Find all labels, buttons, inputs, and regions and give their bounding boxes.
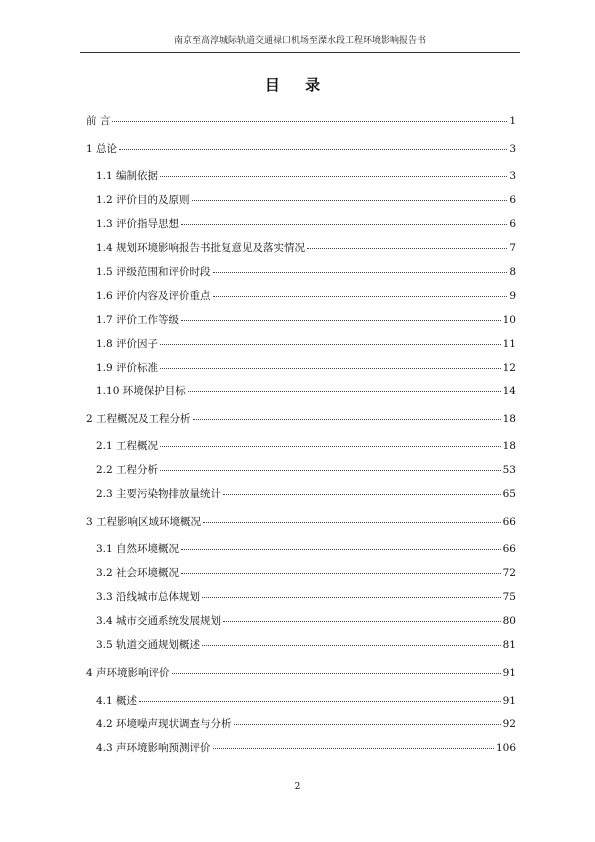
toc-dot-leader — [213, 286, 508, 297]
toc-dot-leader — [181, 563, 501, 574]
toc-entry-page: 3 — [509, 143, 516, 155]
toc-entry — [96, 541, 516, 556]
toc-entry-label: 2 工程概况及工程分析 — [86, 413, 191, 425]
toc-entry-page: 75 — [502, 591, 516, 603]
toc-entry-page: 91 — [502, 667, 516, 679]
page-title: 目 录 — [264, 76, 331, 94]
toc-entry-label: 1.6 评价内容及评价重点 — [96, 290, 211, 302]
toc-dot-leader — [160, 460, 501, 471]
toc-dot-leader — [160, 166, 507, 177]
toc-dot-leader — [307, 238, 507, 249]
toc-entry-page: 7 — [509, 242, 516, 254]
toc-dot-leader — [160, 436, 501, 447]
toc-entry — [96, 360, 516, 375]
toc-entry — [96, 716, 516, 731]
toc-entry-label: 1.4 规划环境影响报告书批复意见及落实情况 — [96, 242, 306, 254]
toc-entry — [96, 240, 516, 255]
toc-entry-label: 2.1 工程概况 — [96, 440, 159, 452]
toc-entry-label: 3.2 社会环境概况 — [96, 567, 180, 579]
toc-entry-label: 2.2 工程分析 — [96, 464, 159, 476]
toc-entry-label: 3.1 自然环境概况 — [96, 543, 180, 555]
toc-entry — [96, 613, 516, 628]
toc-dot-leader — [213, 262, 508, 273]
toc-entry-page: 12 — [502, 362, 516, 374]
toc-entry-label: 4.3 声环境影响预测评价 — [96, 742, 211, 754]
toc-entry — [86, 665, 516, 680]
toc-entry — [96, 486, 516, 501]
toc-entry-label: 4.1 概述 — [96, 695, 138, 707]
toc-dot-leader — [202, 587, 501, 598]
page-number: 2 — [294, 782, 301, 792]
toc-dot-leader — [172, 663, 501, 674]
toc-entry — [96, 438, 516, 453]
toc-entry-page: 66 — [502, 516, 516, 528]
toc-entry-page: 10 — [502, 314, 516, 326]
toc-dot-leader — [193, 409, 501, 420]
toc-entry-label: 4.2 环境噪声现状调查与分析 — [96, 718, 232, 730]
toc-entry-label: 1 总论 — [86, 143, 118, 155]
toc-entry-label: 1.8 评价因子 — [96, 338, 159, 350]
toc-entry — [96, 216, 516, 231]
toc-dot-leader — [181, 539, 501, 550]
toc-entry — [96, 589, 516, 604]
toc-entry-page: 18 — [502, 440, 516, 452]
toc-dot-leader — [202, 635, 501, 646]
toc-entry — [96, 264, 516, 279]
toc-entry-label: 2.3 主要污染物排放量统计 — [96, 488, 222, 500]
toc-dot-leader — [203, 512, 501, 523]
toc-entry-page: 81 — [502, 639, 516, 651]
toc-entry — [96, 565, 516, 580]
toc-entry — [86, 141, 516, 156]
toc-entry-page: 3 — [509, 170, 516, 182]
toc-entry-page: 92 — [502, 718, 516, 730]
toc-entry-label: 1.1 编制依据 — [96, 170, 159, 182]
toc-entry-label: 4 声环境影响评价 — [86, 667, 170, 679]
toc-entry-label: 1.9 评价标准 — [96, 362, 159, 374]
toc-dot-leader — [181, 310, 501, 321]
toc-entry-page: 65 — [502, 488, 516, 500]
toc-dot-leader — [223, 484, 501, 495]
toc-entry-page: 6 — [509, 194, 516, 206]
toc-entry — [86, 113, 516, 128]
toc-dot-leader — [160, 334, 501, 345]
toc-entry-label: 1.3 评价指导思想 — [96, 218, 180, 230]
toc-entry — [96, 288, 516, 303]
running-header: 南京至高淳城际轨道交通禄口机场至溧水段工程环境影响报告书 — [173, 36, 426, 46]
toc-entry-label: 3.3 沿线城市总体规划 — [96, 591, 201, 603]
toc-entry — [86, 411, 516, 426]
toc-dot-leader — [181, 214, 507, 225]
toc-dot-leader — [213, 738, 494, 749]
toc-dot-leader — [223, 611, 501, 622]
toc-dot-leader — [119, 139, 507, 150]
toc-entry-page: 91 — [502, 695, 516, 707]
toc-dot-leader — [192, 190, 508, 201]
toc-entry — [86, 514, 516, 529]
toc-entry — [96, 383, 516, 398]
toc-entry-label: 1.5 评级范围和评价时段 — [96, 266, 211, 278]
toc-entry-page: 18 — [502, 413, 516, 425]
header-divider — [80, 52, 520, 53]
toc-dot-leader — [112, 111, 507, 122]
toc-dot-leader — [188, 381, 501, 392]
toc-entry-page: 14 — [502, 385, 516, 397]
toc-entry — [96, 192, 516, 207]
toc-entry-label: 1.2 评价目的及原则 — [96, 194, 190, 206]
toc-entry-page: 8 — [509, 266, 516, 278]
toc-entry-label: 1.10 环境保护目标 — [96, 385, 186, 397]
toc-entry-page: 1 — [509, 115, 516, 127]
toc-entry — [96, 693, 516, 708]
toc-entry — [96, 168, 516, 183]
toc-entry-label: 3.4 城市交通系统发展规划 — [96, 615, 222, 627]
toc-entry-page: 66 — [502, 543, 516, 555]
toc-dot-leader — [160, 358, 501, 369]
toc-entry — [96, 312, 516, 327]
toc-entry-label: 前 言 — [86, 115, 111, 127]
toc-entry — [96, 740, 516, 755]
toc-entry-label: 3 工程影响区域环境概况 — [86, 516, 202, 528]
toc-dot-leader — [139, 691, 501, 702]
toc-entry-label: 1.7 评价工作等级 — [96, 314, 180, 326]
toc-dot-leader — [234, 714, 501, 725]
toc-entry — [96, 462, 516, 477]
toc-entry-label: 3.5 轨道交通规划概述 — [96, 639, 201, 651]
toc-entry-page: 72 — [502, 567, 516, 579]
toc-entry — [96, 336, 516, 351]
toc-entry-page: 80 — [502, 615, 516, 627]
toc-entry-page: 9 — [509, 290, 516, 302]
toc-entry-page: 11 — [502, 338, 516, 350]
toc-entry — [96, 637, 516, 652]
toc-entry-page: 6 — [509, 218, 516, 230]
toc-entry-page: 53 — [502, 464, 516, 476]
toc-entry-page: 106 — [495, 742, 516, 754]
